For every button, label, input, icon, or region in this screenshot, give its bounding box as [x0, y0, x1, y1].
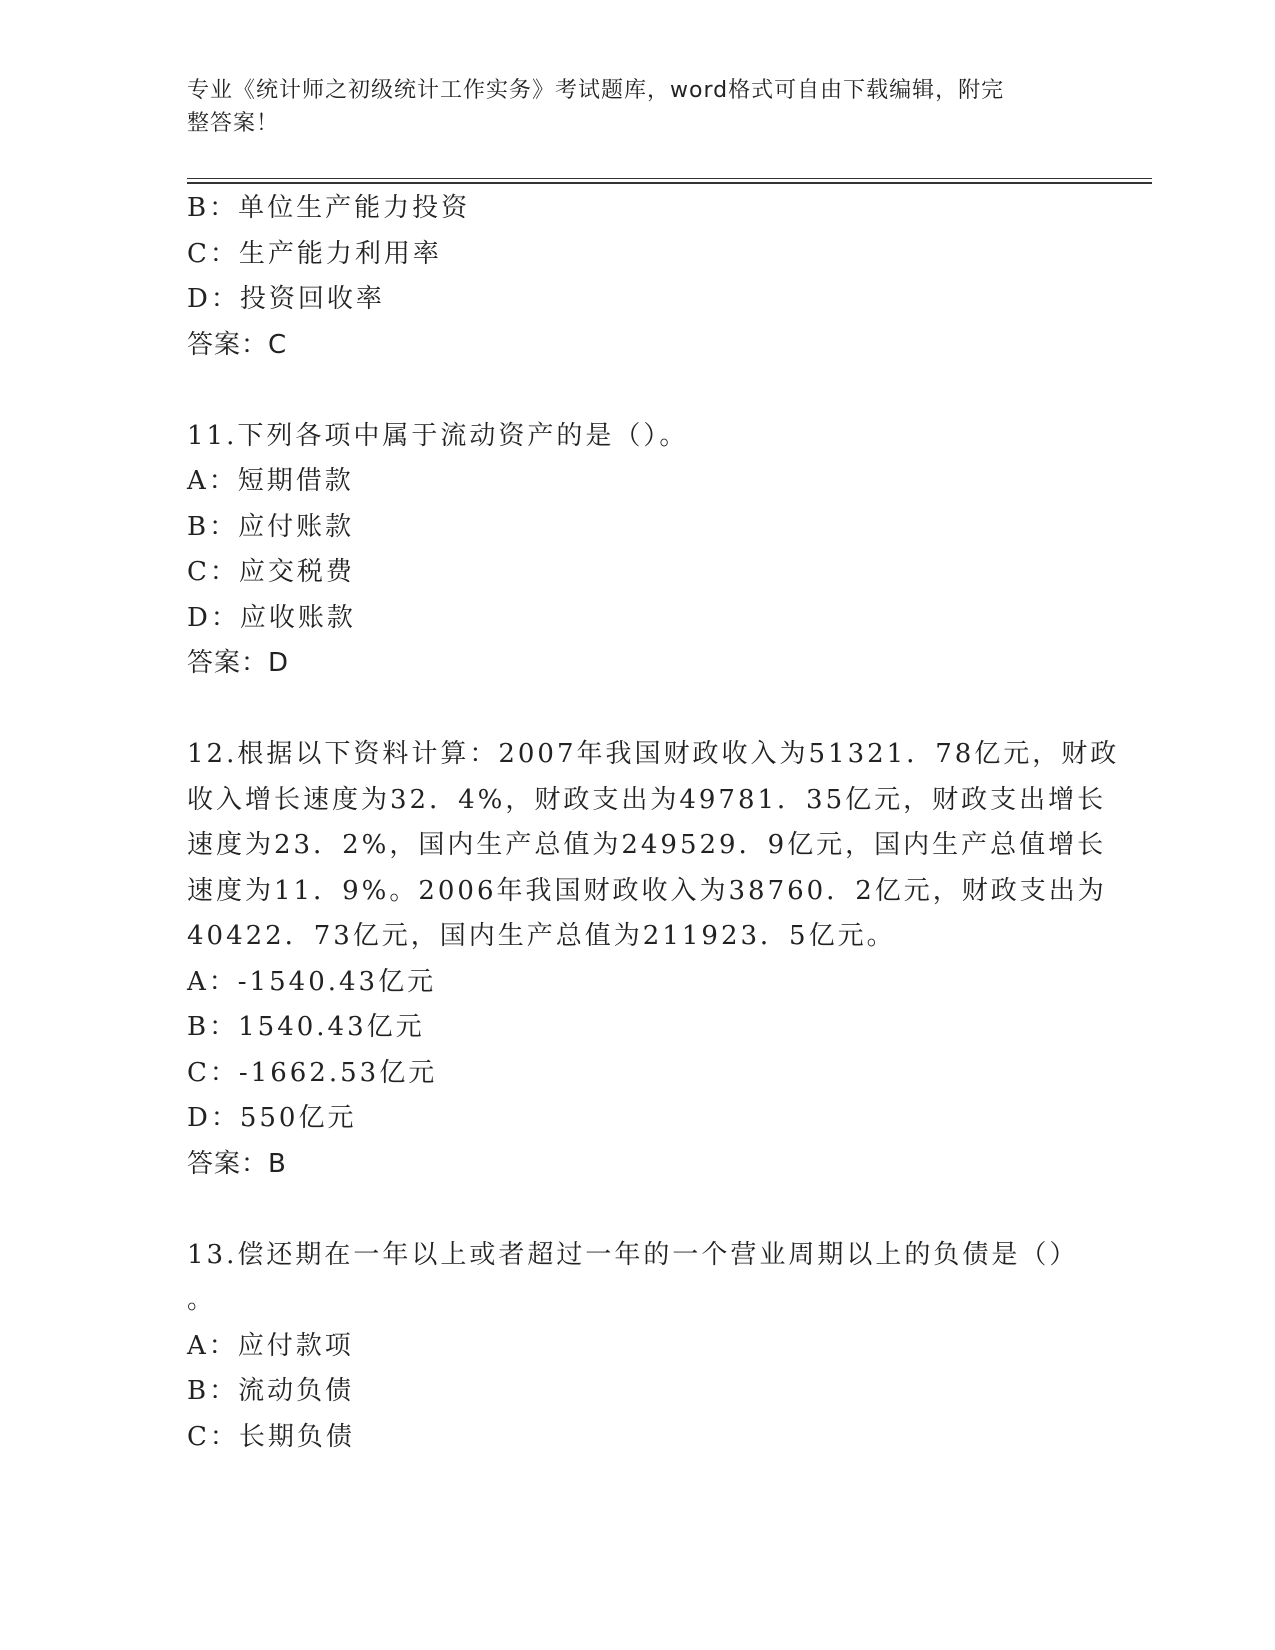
- option-a: A：应付款项: [187, 1330, 354, 1361]
- question-text-line-2: 。: [187, 1285, 217, 1315]
- question-list: [187, 186, 1120, 1460]
- option-a: A：-1540.43亿元: [187, 966, 437, 997]
- option-c: C：生产能力利用率: [187, 238, 442, 269]
- question-text-line-3: 速度为23．2%，国内生产总值为249529．9亿元，国内生产总值增长: [187, 830, 1107, 860]
- header-line-2: 整答案！: [187, 111, 280, 136]
- question-10-block: [187, 186, 1087, 368]
- answer-line: 答案：B: [187, 1148, 287, 1179]
- question-13-block: [187, 1233, 1087, 1461]
- option-c: C：长期负债: [187, 1421, 355, 1452]
- option-d: D：投资回收率: [187, 284, 385, 314]
- option-b: B：流动负债: [187, 1376, 355, 1406]
- option-b: B：单位生产能力投资: [187, 193, 471, 223]
- spacer: [187, 368, 1087, 414]
- question-text-line-2: 收入增长速度为32．4%，财政支出为49781．35亿元，财政支出增长: [187, 784, 1107, 815]
- question-text-line-4: 速度为11．9%。2006年我国财政收入为38760．2亿元，财政支出为: [187, 875, 1107, 906]
- question-text: 11.下列各项中属于流动资产的是（）。: [187, 420, 689, 451]
- question-12-block: [187, 732, 1120, 1187]
- header-line-1: 专业《统计师之初级统计工作实务》考试题库，word格式可自由下载编辑，附完: [187, 78, 1005, 103]
- option-b: B：应付账款: [187, 511, 355, 542]
- spacer: [187, 687, 1087, 733]
- question-text-line-1: 13.偿还期在一年以上或者超过一年的一个营业周期以上的负债是（）: [187, 1239, 1079, 1270]
- option-c: C：应交税费: [187, 557, 355, 587]
- option-b: B：1540.43亿元: [187, 1012, 425, 1042]
- header-divider-thin: [187, 178, 1152, 179]
- question-text-line-1: 12.根据以下资料计算：2007年我国财政收入为51321．78亿元，财政: [187, 739, 1120, 769]
- answer-line: 答案：C: [187, 329, 288, 360]
- document-header: [187, 74, 1067, 140]
- answer-line: 答案：D: [187, 648, 290, 678]
- option-a: A：短期借款: [187, 466, 354, 496]
- question-11-block: [187, 414, 1087, 687]
- option-d: D：应收账款: [187, 602, 356, 633]
- header-divider-thick: [187, 182, 1152, 184]
- option-c: C：-1662.53亿元: [187, 1057, 438, 1088]
- spacer: [187, 1187, 1087, 1233]
- question-text-line-5: 40422．73亿元，国内生产总值为211923．5亿元。: [187, 921, 896, 951]
- option-d: D：550亿元: [187, 1103, 357, 1133]
